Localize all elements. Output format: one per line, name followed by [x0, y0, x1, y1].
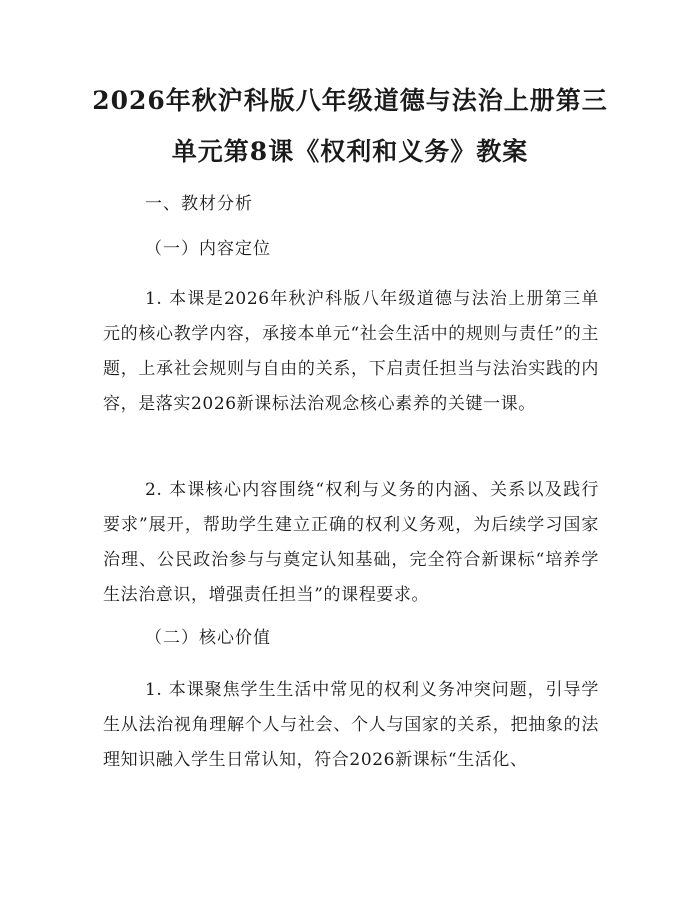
paragraph-3 [103, 673, 599, 778]
paragraph-1 [103, 282, 599, 422]
paragraph-2-text: 2. 本课核心内容围绕“权利与义务的内涵、关系以及践行要求”展开，帮助学生建立正确的权利义务观，为后续学习国家治理、公民政治参与与奠定认知基础，完全符合新课标“培养学生法治意识，增强责任担当”的课程要求。 [103, 480, 599, 605]
paragraph-3-text: 1. 本课聚焦学生生活中常见的权利义务冲突问题，引导学生从法治视角理解个人与社会、个人与国家的关系，把抽象的法理知识融入学生日常认知，符合2026新课标“生活化、 [103, 680, 599, 770]
paragraph-2 [103, 473, 599, 613]
subsection-heading-core-value: （二）核心价值 [145, 628, 271, 648]
subsection-heading-content-positioning: （一）内容定位 [145, 239, 271, 259]
document-title-line-2: 单元第8课《权利和义务》教案 [171, 137, 529, 166]
paragraph-1-text: 1. 本课是2026年秋沪科版八年级道德与法治上册第三单元的核心教学内容，承接本单元“社会生活中的规则与责任”的主题，上承社会规则与自由的关系，下启责任担当与法治实践的内容，是落实2026新课标法治观念核心素养的关键一课。 [103, 289, 599, 414]
section-heading-textbook-analysis: 一、教材分析 [145, 194, 253, 214]
document-title-line-1: 2026年秋沪科版八年级道德与法治上册第三 [92, 86, 608, 115]
